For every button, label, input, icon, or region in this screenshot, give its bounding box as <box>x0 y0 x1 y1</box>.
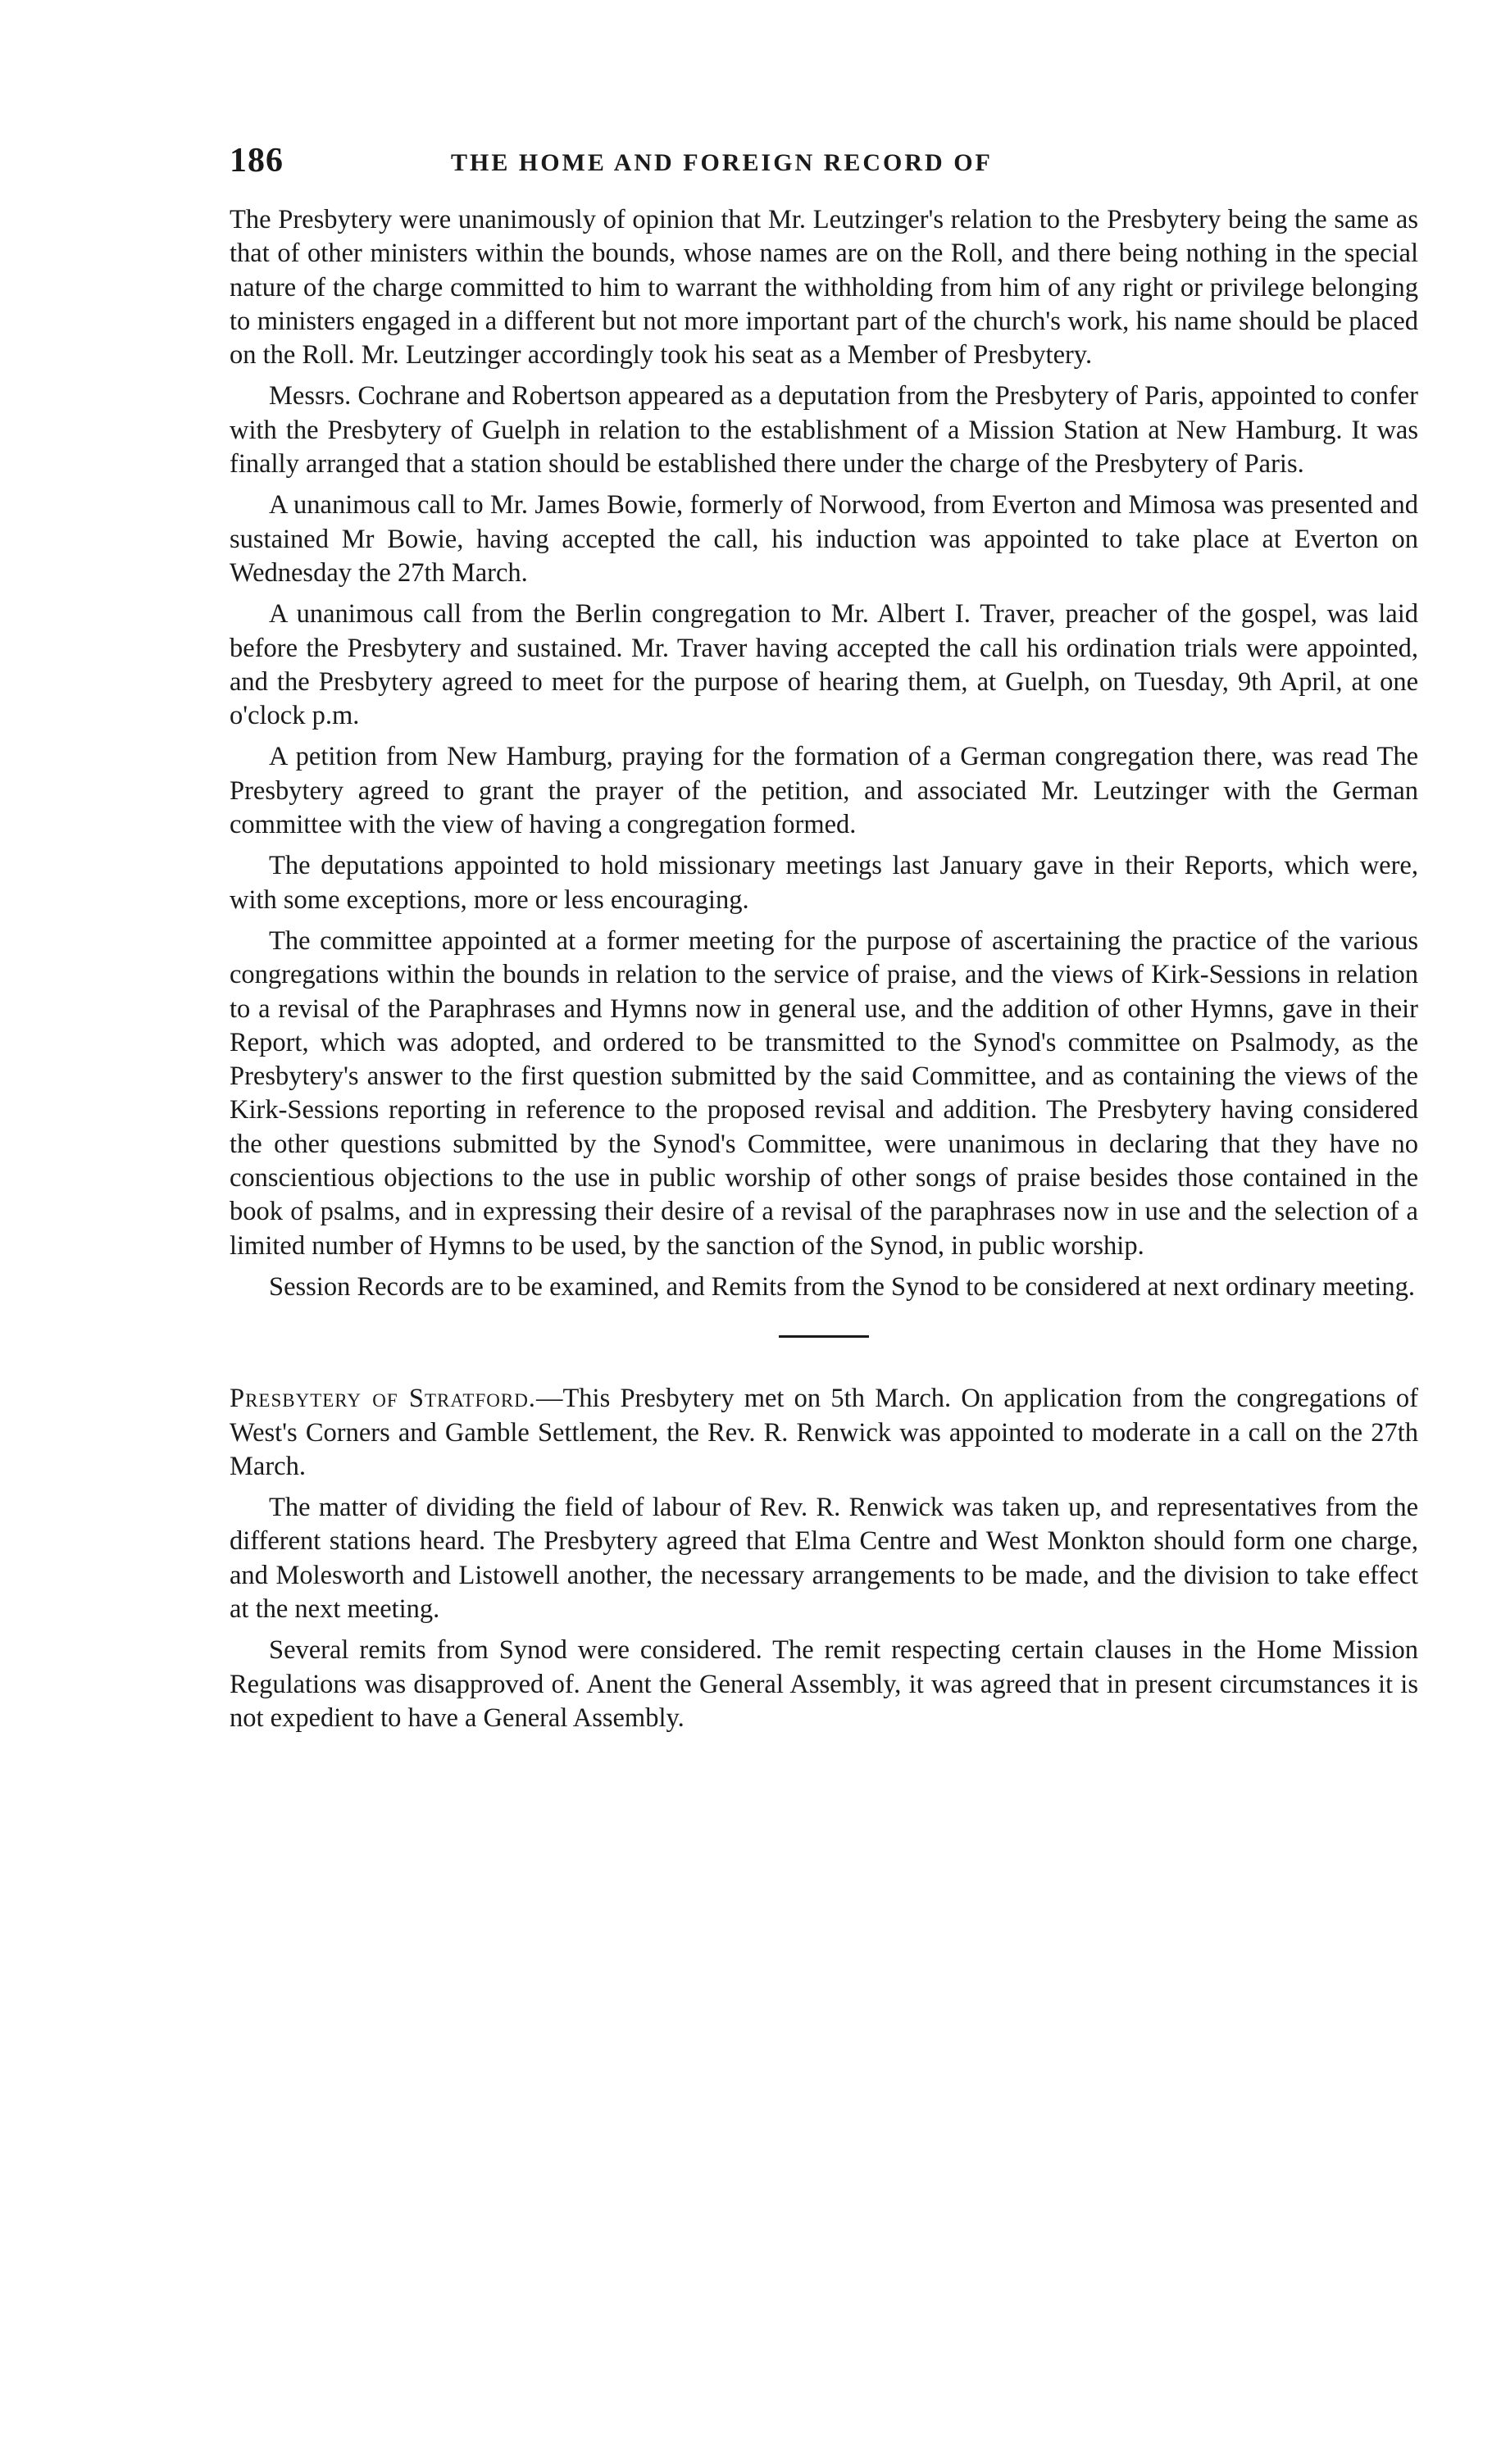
paragraph-bowie-call: A unanimous call to Mr. James Bowie, formerly of Norwood, from Everton and Mimosa was presented and sustained Mr Bowie, having accepted the call, his induction was appointed to take place at Everton on Wednesday the 27th March. <box>230 490 1418 588</box>
paragraph-missionary-meetings: The deputations appointed to hold missionary meetings last January gave in their Reports, which were, with some exceptions, more or less encouraging. <box>230 851 1418 915</box>
document-page <box>230 131 1418 1743</box>
paragraph-leutzinger-roll: The Presbytery were unanimously of opinion that Mr. Leutzinger's relation to the Presbytery being the same as that of other ministers within the bounds, whose names are on the Roll, and there being nothing in the special nature of the charge committed to him to warrant the withholding from him of any right or privilege belonging to ministers engaged in a different but not more important part of the church's work, his name should be placed on the Roll. Mr. Leutzinger accordingly took his seat as a Member of Presbytery. <box>230 205 1418 371</box>
paragraph-german-petition: A petition from New Hamburg, praying for the formation of a German congregation there, was read The Presbytery agreed to grant the prayer of the petition, and associated Mr. Leutzinger with the German committee with the view of having a congregation formed. <box>230 742 1418 840</box>
paragraph-new-hamburg-station: Messrs. Cochrane and Robertson appeared as a deputation from the Presbytery of Paris, appointed to confer with the Presbytery of Guelph in relation to the establishment of a Mission Station at New Hamburg. It was finally arranged that a station should be established there under the charge of the Presbytery of Paris. <box>230 381 1418 480</box>
running-title: THE HOME AND FOREIGN RECORD OF <box>451 149 993 176</box>
stratford-intro-paragraph <box>230 1382 1418 1484</box>
paragraph-traver-call: A unanimous call from the Berlin congregation to Mr. Albert I. Traver, preacher of the gospel, was laid before the Presbytery and sustained. Mr. Traver having accepted the call his ordination trials were appointed, and the Presbytery agreed to meet for the purpose of hearing them, at Guelph, on Tuesday, 9th April, at one o'clock p.m. <box>230 599 1418 731</box>
section-divider <box>779 1335 869 1338</box>
paragraph-synod-remits: Several remits from Synod were considered. The remit respecting certain clauses in the Home Mission Regulations was disapproved of. Anent the General Assembly, it was agreed that in present circumstances it is not expedient to have a General Assembly. <box>230 1635 1418 1733</box>
page-number: 186 <box>230 142 284 180</box>
stratford-heading: Presbytery of Stratford. <box>230 1384 536 1414</box>
stratford-intro-text: —This Presbytery met on 5th March. On application from the congregations of West's Corners and Gamble Settlement, the Rev. R. Renwick was appointed to moderate in a call on the 27th March. <box>230 1384 1418 1481</box>
paragraph-session-records: Session Records are to be examined, and Remits from the Synod to be considered at next ordinary meeting. <box>269 1271 1416 1302</box>
paragraph-psalmody-committee: The committee appointed at a former meeting for the purpose of ascertaining the practice of the various congregations within the bounds in relation to the service of praise, and the views of Kirk-Sessions in relation to a revisal of the Paraphrases and Hymns now in general use, and the addition of other Hymns, gave in their Report, which was adopted, and ordered to be transmitted to the Synod's committee on Psalmody, as the Presbytery's answer to the first question submitted by the said Committee, and as containing the views of the Kirk-Sessions reporting in reference to the proposed revisal and addition. The Presbytery having considered the other questions submitted by the Synod's Committee, were unanimous in declaring that they have no conscientious objections to the use in public worship of other songs of praise besides those contained in the book of psalms, and in expressing their desire of a revisal of the paraphrases now in use and the selection of a limited number of Hymns to be used, by the sanction of the Synod, in public worship. <box>230 925 1418 1261</box>
page-header <box>230 131 1418 197</box>
article-body <box>230 203 1418 1735</box>
paragraph-renwick-field: The matter of dividing the field of labour of Rev. R. Renwick was taken up, and representatives from the different stations heard. The Presbytery agreed that Elma Centre and West Monkton should form one charge, and Molesworth and Listowell another, the necessary arrangements to be made, and the division to take effect at the next meeting. <box>230 1493 1418 1624</box>
